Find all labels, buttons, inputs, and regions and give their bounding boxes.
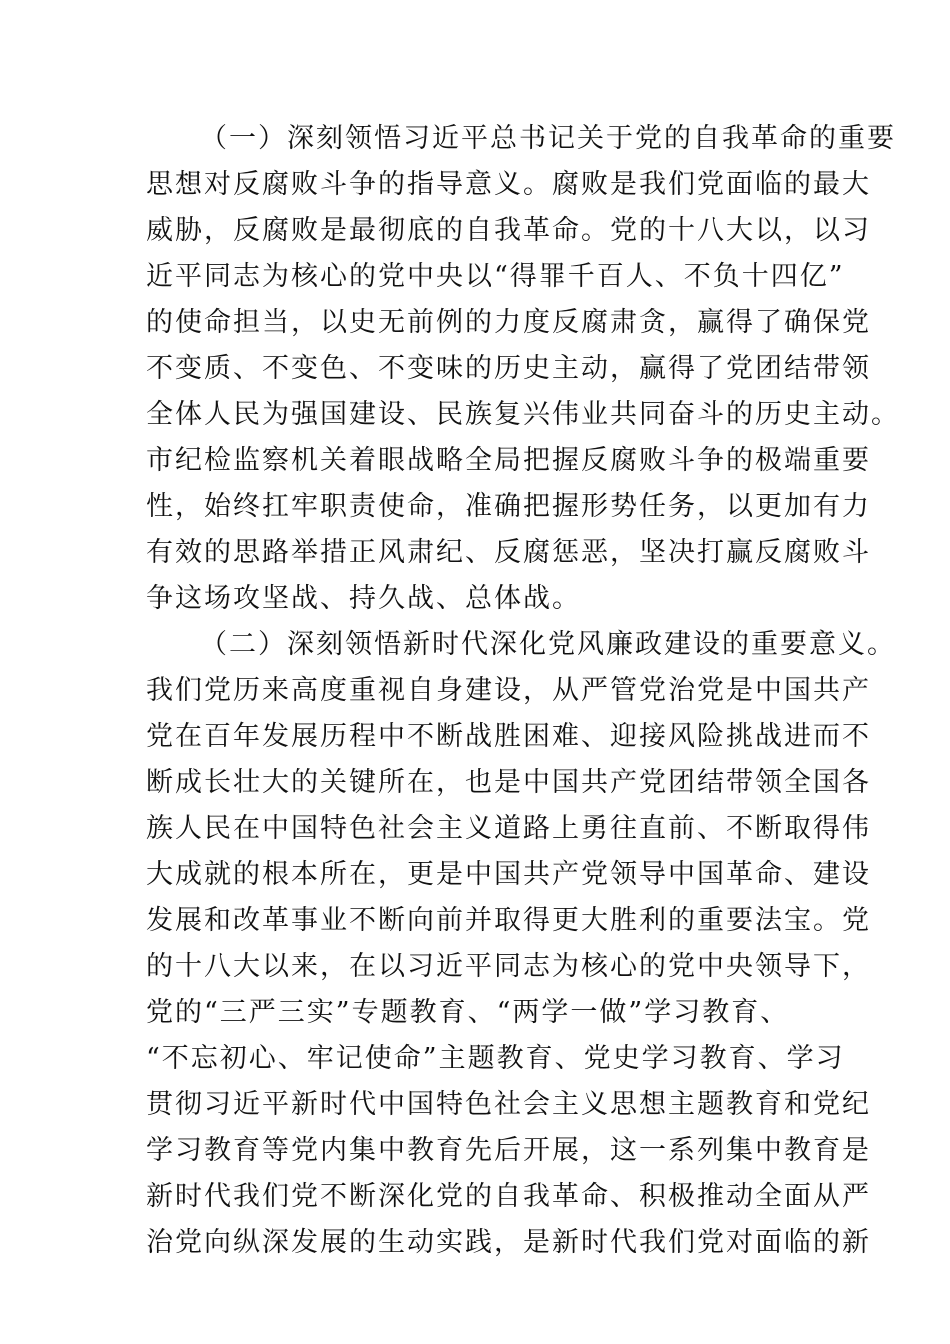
paragraph-line: 争这场攻坚战、持久战、总体战。: [146, 583, 581, 614]
paragraph-line: 我们党历来高度重视自身建设，从严管党治党是中国共产: [146, 675, 871, 706]
paragraph-line: 党在百年发展历程中不断战胜困难、迎接风险挑战进而不: [146, 721, 871, 752]
paragraph-1: [146, 116, 900, 622]
paragraph-line: 不变质、不变色、不变味的历史主动，赢得了党团结带领: [146, 353, 871, 384]
paragraph-line: （二）深刻领悟新时代深化党风廉政建设的重要意义。: [200, 629, 896, 660]
paragraph-line: 的十八大以来，在以习近平同志为核心的党中央领导下，: [146, 951, 871, 982]
paragraph-line: 贯彻习近平新时代中国特色社会主义思想主题教育和党纪: [146, 1089, 871, 1120]
paragraph-line: 发展和改革事业不断向前并取得更大胜利的重要法宝。党: [146, 905, 871, 936]
paragraph-line: “不忘初心、牢记使命”主题教育、党史学习教育、学习: [146, 1043, 845, 1074]
paragraph-line: 治党向纵深发展的生动实践，是新时代我们党对面临的新: [146, 1227, 871, 1258]
paragraph-line: 大成就的根本所在，更是中国共产党领导中国革命、建设: [146, 859, 871, 890]
paragraph-line: 族人民在中国特色社会主义道路上勇往直前、不断取得伟: [146, 813, 871, 844]
paragraph-line: 有效的思路举措正风肃纪、反腐惩恶，坚决打赢反腐败斗: [146, 537, 871, 568]
paragraph-line: 的使命担当，以史无前例的力度反腐肃贪，赢得了确保党: [146, 307, 871, 338]
paragraph-line: 性，始终扛牢职责使命，准确把握形势任务，以更加有力: [146, 491, 871, 522]
paragraph-line: 全体人民为强国建设、民族复兴伟业共同奋斗的历史主动。: [146, 399, 900, 430]
document-body: [146, 116, 900, 1266]
paragraph-line: 新时代我们党不断深化党的自我革命、积极推动全面从严: [146, 1181, 871, 1212]
paragraph-line: 近平同志为核心的党中央以“得罪千百人、不负十四亿”: [146, 261, 845, 292]
paragraph-line: 党的“三严三实”专题教育、“两学一做”学习教育、: [146, 997, 790, 1028]
paragraph-line: 市纪检监察机关着眼战略全局把握反腐败斗争的极端重要: [146, 445, 871, 476]
paragraph-line: 思想对反腐败斗争的指导意义。腐败是我们党面临的最大: [146, 169, 871, 200]
paragraph-line: 学习教育等党内集中教育先后开展，这一系列集中教育是: [146, 1135, 871, 1166]
paragraph-line: （一）深刻领悟习近平总书记关于党的自我革命的重要: [200, 123, 896, 154]
paragraph-line: 威胁，反腐败是最彻底的自我革命。党的十八大以，以习: [146, 215, 871, 246]
paragraph-line: 断成长壮大的关键所在，也是中国共产党团结带领全国各: [146, 767, 871, 798]
paragraph-2: [146, 622, 896, 1266]
